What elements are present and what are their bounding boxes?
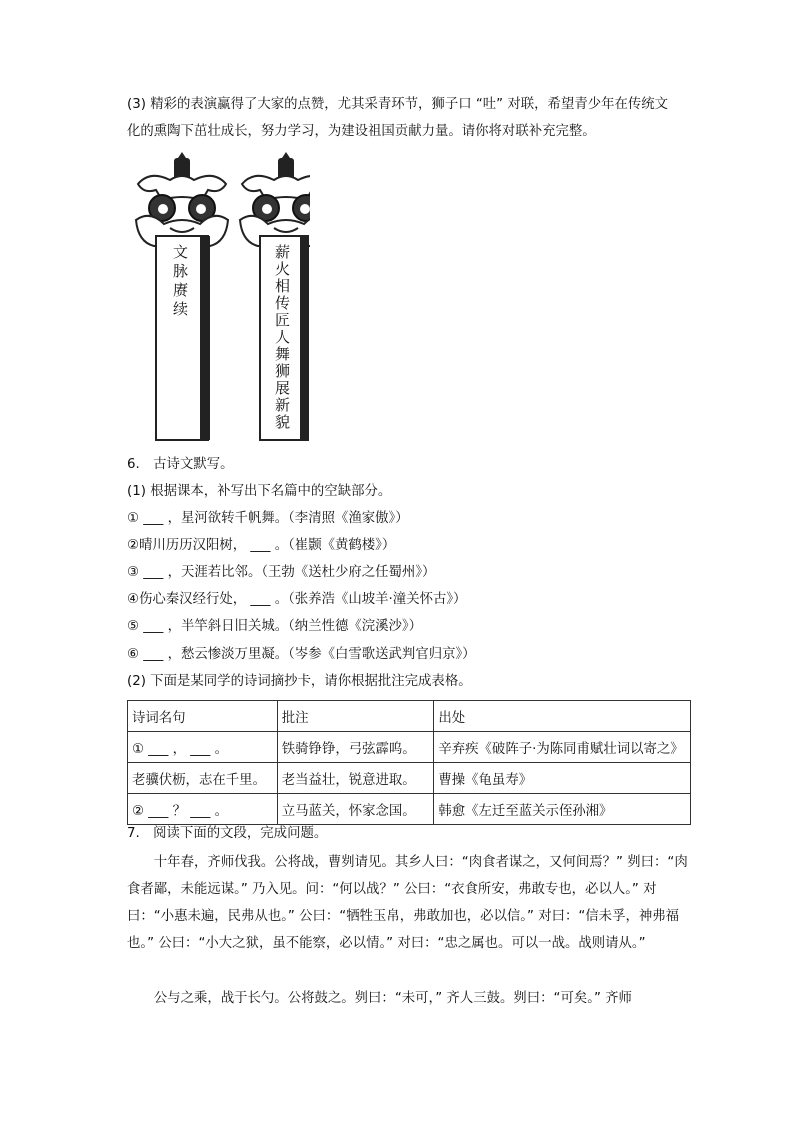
- couplet-right-text: 薪火相传匠人舞狮展新貌: [273, 244, 291, 431]
- table-header-row: [128, 701, 691, 732]
- table-cell: 曹操《龟虽寿》: [434, 763, 691, 794]
- table-cell: 老当益壮，锐意进取。: [277, 763, 434, 794]
- table-cell: ① ___ ， ___ 。: [128, 732, 278, 763]
- q5-3-prompt-line2: 化的熏陶下茁壮成长，努力学习，为建设祖国贡献力量。请你将对联补充完整。: [127, 124, 596, 139]
- table-header-cell: 批注: [277, 701, 434, 732]
- q6-item-6: ⑥ ___ ，愁云惨淡万里凝。（岑参《白雪歌送武判官归京》）: [127, 647, 476, 662]
- poem-excerpt-table: [127, 700, 691, 825]
- q7-paragraph-2: 公与之乘，战于长勺。公将鼓之。刿曰：“未可，” 齐人三鼓。刿曰：“可矣。” 齐师: [153, 991, 632, 1006]
- table-row: [128, 732, 691, 763]
- q6-item-4: ④伤心秦汉经行处， ___ 。（张养浩《山坡羊·潼关怀古》）: [127, 592, 467, 607]
- table-cell: 老骥伏枥，志在千里。: [128, 763, 278, 794]
- table-cell: ② ___ ？ ___ 。: [128, 794, 278, 825]
- q6-item-3: ③ ___ ，天涯若比邻。（王勃《送杜少府之任蜀州》）: [127, 565, 436, 580]
- q6-item-5: ⑤ ___ ，半竿斜日旧关城。（纳兰性德《浣溪沙》）: [127, 619, 423, 634]
- q7-title: 7. 阅读下面的文段，完成问题。: [127, 826, 328, 841]
- table-cell: 韩愈《左迁至蓝关示侄孙湘》: [434, 794, 691, 825]
- q5-3-prompt-line1: (3) 精彩的表演赢得了大家的点赞，尤其采青环节，狮子口 “吐” 对联，希望青少年在传统文: [127, 97, 669, 112]
- left-lion-head-icon: [136, 152, 228, 246]
- q6-item-2: ②晴川历历汉阳树， ___ 。（崔颢《黄鹤楼》）: [127, 538, 396, 553]
- table-header-cell: 出处: [434, 701, 691, 732]
- q7-paragraph-1: 十年春，齐师伐我。公将战，曹刿请见。其乡人曰：“肉食者谋之，又何间焉？” 刿曰：“肉食者鄙，未能远谋。” 乃入见。问：“何以战？” 公曰：“衣食所安，弗敢专也，必以人。” 对曰：“小惠未遍，民弗从也。” 公曰：“牺牲玉帛，弗敢加也，必以信。” 对曰：“信未孚，神弗福也。” 公曰：“小大之狱，虽不能察，必以情。” 对曰：“忠之属也。可以一战。战则请从。”: [127, 855, 688, 951]
- right-lion-head-icon: [240, 152, 310, 246]
- q6-title: 6. 古诗文默写。: [127, 457, 234, 472]
- table-row: [128, 794, 691, 825]
- q6-item-1: ① ___ ，星河欲转千帆舞。（李清照《渔家傲》）: [127, 511, 409, 526]
- table-cell: 铁骑铮铮，弓弦霹呜。: [277, 732, 434, 763]
- q6-sub1: (1) 根据课本，补写出下名篇中的空缺部分。: [127, 484, 392, 499]
- table-header-cell: 诗词名句: [128, 701, 278, 732]
- table-cell: 辛弃疾《破阵子·为陈同甫赋壮词以寄之》: [434, 732, 691, 763]
- couplet-left-text: 文脉赓续: [171, 244, 189, 320]
- table-row: [128, 763, 691, 794]
- q6-sub2: (2) 下面是某同学的诗词摘抄卡，请你根据批注完成表格。: [127, 674, 472, 689]
- table-cell: 立马蓝关，怀家念国。: [277, 794, 434, 825]
